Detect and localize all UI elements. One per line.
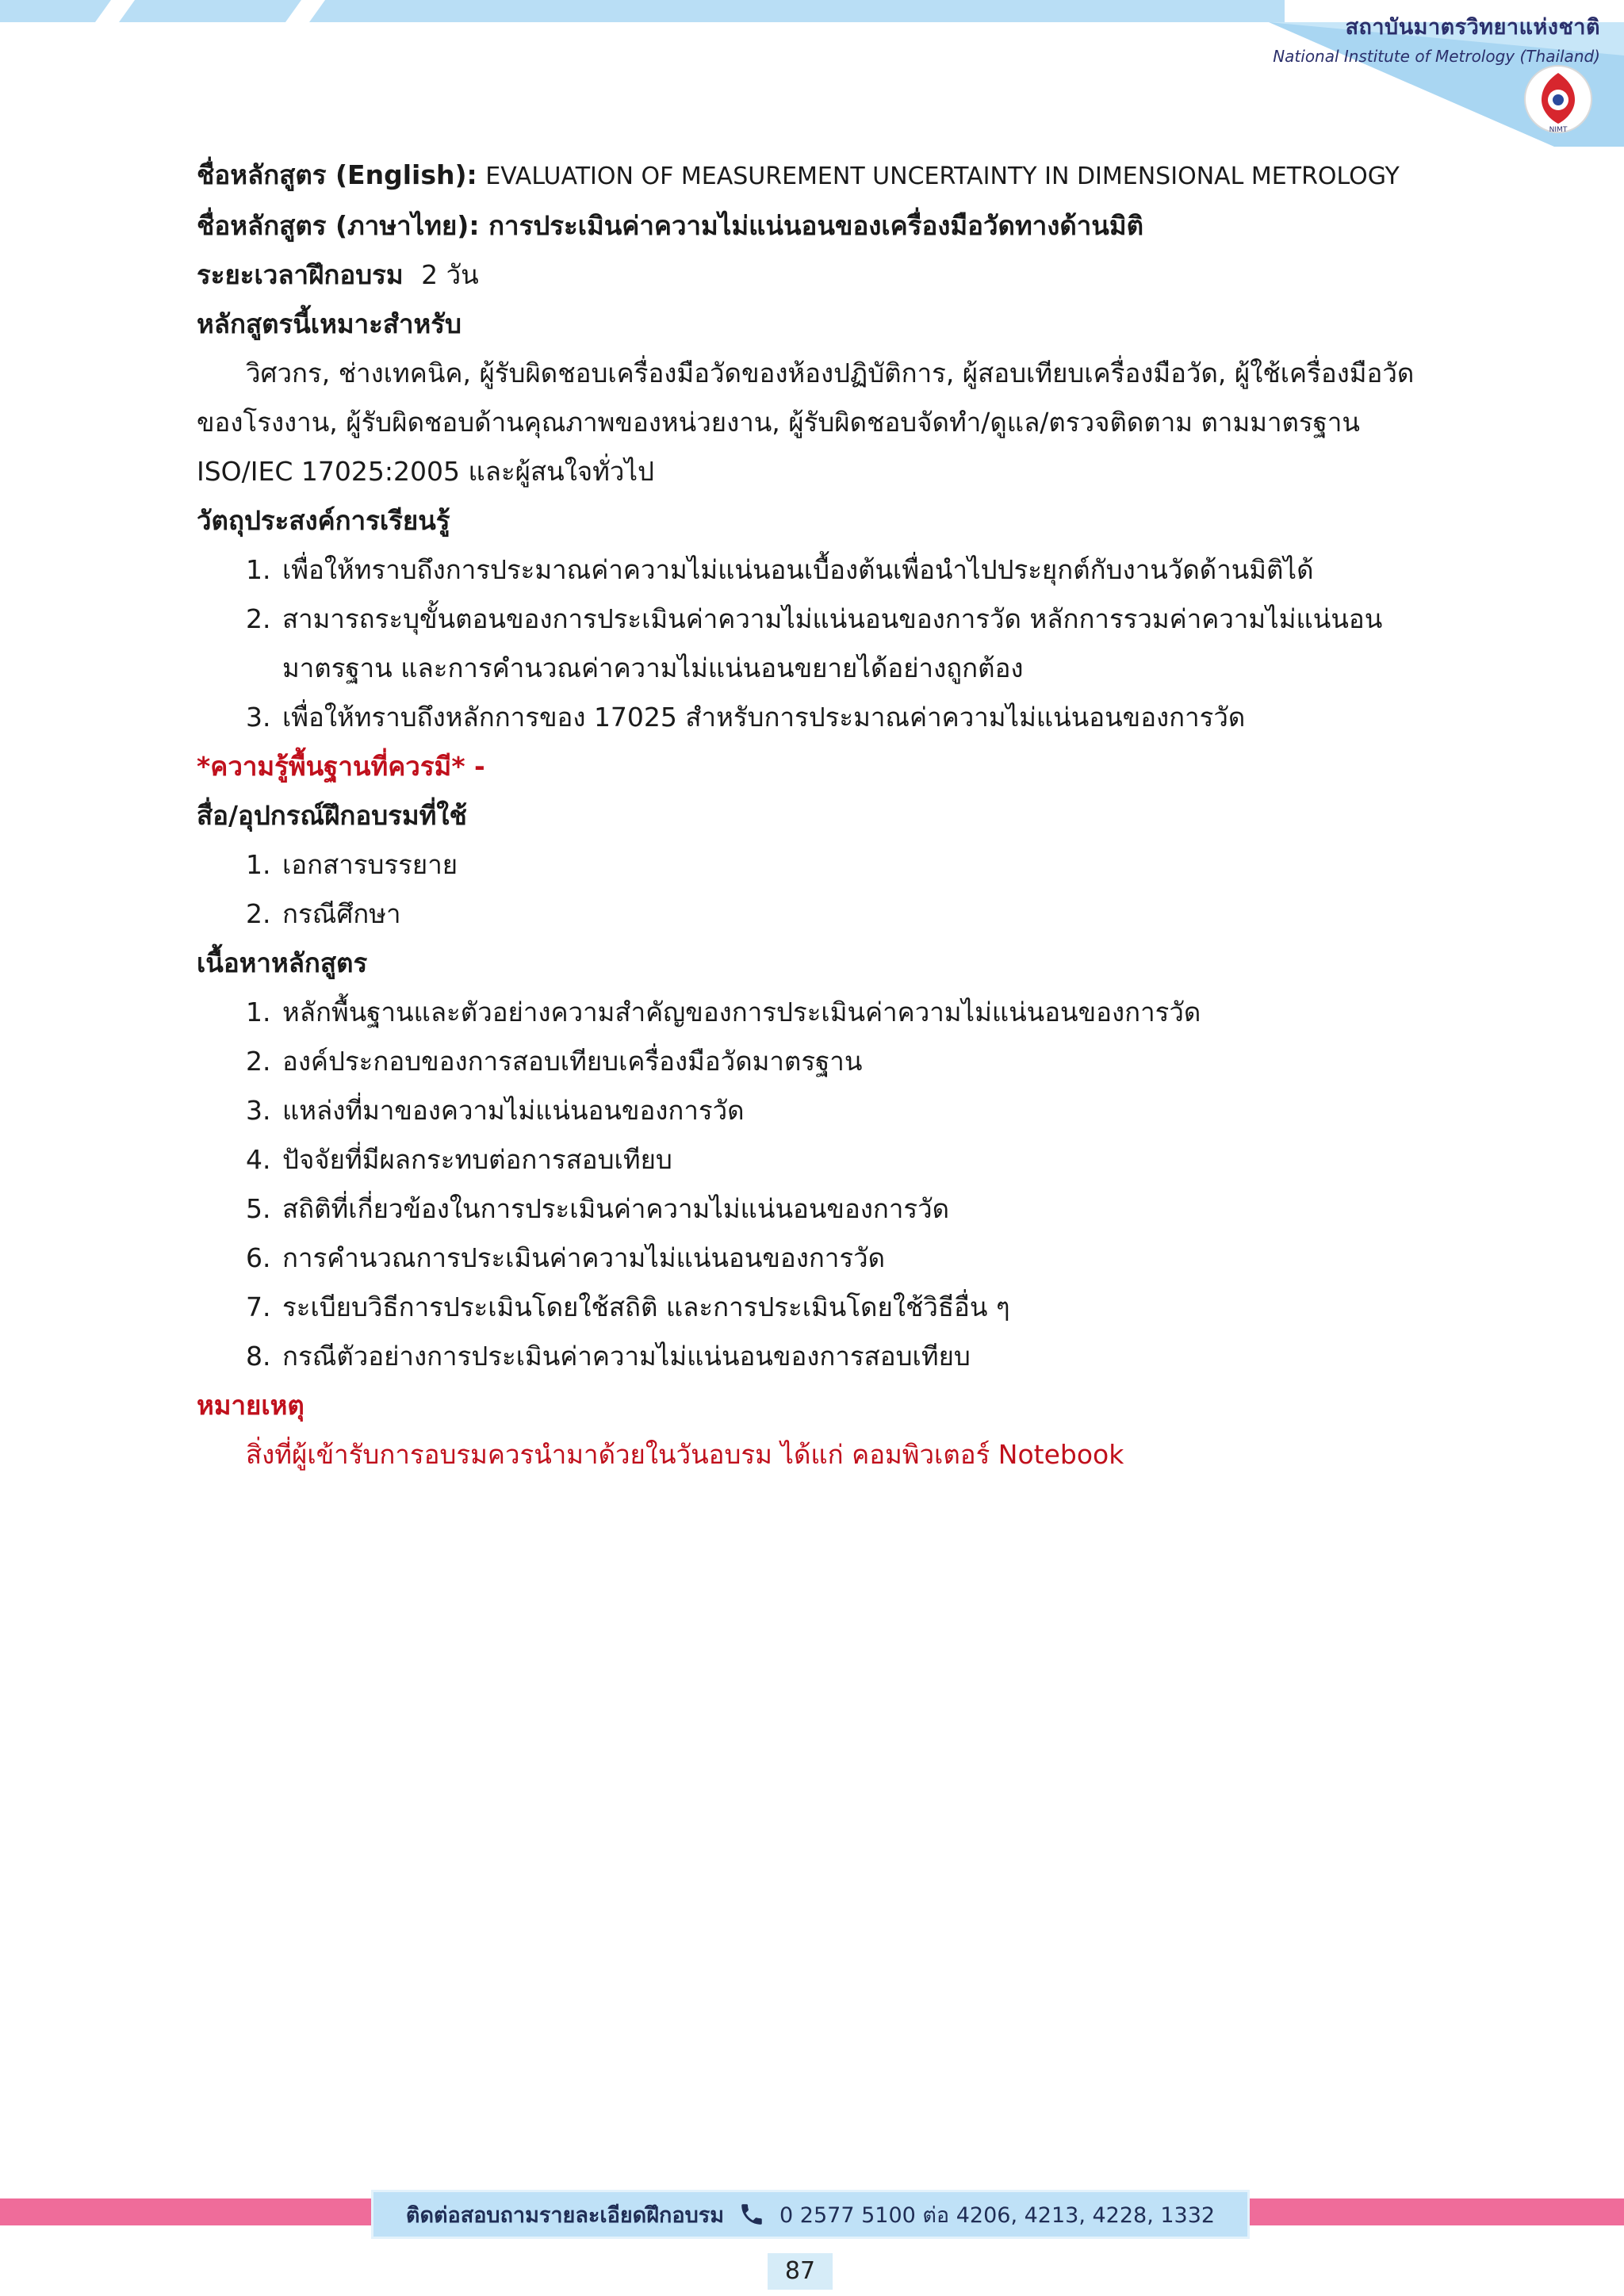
course-name-th: การประเมินค่าความไม่แน่นอนของเครื่องมือวัดทางด้านมิติ [488, 210, 1144, 241]
objectives-heading: วัตถุประสงค์การเรียนรู้ [197, 505, 450, 536]
course-details [197, 151, 1434, 1479]
course-name-en-label: ชื่อหลักสูตร (English): [197, 159, 477, 190]
list-item: 1. เอกสารบรรยาย [246, 849, 458, 880]
course-name-en: EVALUATION OF MEASUREMENT UNCERTAINTY IN DIMENSIONAL METROLOGY [485, 163, 1400, 190]
list-item: 2. สามารถระบุขั้นตอนของการประเมินค่าความไม่แน่นอนของการวัด หลักการรวมค่าความไม่แน่นอนมาตรฐาน และการคำนวณค่าความไม่แน่นอนขยายได้อย่างถูกต้อง [246, 603, 1383, 683]
list-item: 5. สถิติที่เกี่ยวข้องในการประเมินค่าความไม่แน่นอนของการวัด [246, 1193, 950, 1224]
list-item: 4. ปัจจัยที่มีผลกระทบต่อการสอบเทียบ [246, 1144, 672, 1175]
org-name-english: National Institute of Metrology (Thailand) [1273, 47, 1600, 66]
list-item: 7. ระเบียบวิธีการประเมินโดยใช้สถิติ และการประเมินโดยใช้วิธีอื่น ๆ [246, 1292, 1010, 1322]
audience-text: วิศวกร, ช่างเทคนิค, ผู้รับผิดชอบเครื่องมือวัดของห้องปฏิบัติการ, ผู้สอบเทียบเครื่องมือวัด, ผู้ใช้เครื่องมือวัดของโรงงาน, ผู้รับผิดชอบด้านคุณภาพของหน่วยงาน, ผู้รับผิดชอบจัดทำ/ดูแล/ตรวจติดตาม ตามมาตรฐาน ISO/IEC 17025:2005 และผู้สนใจทั่วไป [197, 358, 1415, 487]
note-text: สิ่งที่ผู้เข้ารับการอบรมควรนำมาด้วยในวันอบรม ได้แก่ คอมพิวเตอร์ Notebook [246, 1439, 1124, 1470]
list-item: 8. กรณีตัวอย่างการประเมินค่าความไม่แน่นอนของการสอบเทียบ [246, 1341, 971, 1372]
content-heading: เนื้อหาหลักสูตร [197, 947, 368, 978]
list-item: 6. การคำนวณการประเมินค่าความไม่แน่นอนของการวัด [246, 1242, 886, 1273]
contact-box [371, 2190, 1250, 2239]
list-item: 1. เพื่อให้ทราบถึงการประมาณค่าความไม่แน่นอนเบื้องต้นเพื่อนำไปประยุกต์กับงานวัดด้านมิติได้ [246, 554, 1314, 585]
list-item: 3. แหล่งที่มาของความไม่แน่นอนของการวัด [246, 1095, 745, 1126]
phone-icon [738, 2201, 765, 2228]
org-header [1273, 10, 1600, 66]
nimt-logo-icon [1522, 63, 1594, 135]
list-item: 2. กรณีศึกษา [246, 898, 401, 929]
list-item: 2. องค์ประกอบของการสอบเทียบเครื่องมือวัดมาตรฐาน [246, 1046, 863, 1077]
materials-list [197, 840, 1434, 939]
org-name-thai: สถาบันมาตรวิทยาแห่งชาติ [1345, 15, 1600, 40]
materials-heading: สื่อ/อุปกรณ์ฝึกอบรมที่ใช้ [197, 800, 467, 831]
logo-text: NIMT [1549, 126, 1568, 134]
course-name-th-row [197, 201, 1434, 251]
list-item: 1. หลักพื้นฐานและตัวอย่างความสำคัญของการประเมินค่าความไม่แน่นอนของการวัด [246, 997, 1201, 1027]
note-heading: หมายเหตุ [197, 1390, 304, 1421]
contents-list [197, 988, 1434, 1381]
course-name-th-label: ชื่อหลักสูตร (ภาษาไทย): [197, 210, 480, 241]
duration-label: ระยะเวลาฝึกอบรม [197, 259, 404, 290]
objectives-list [197, 545, 1434, 742]
prerequisite-heading: *ความรู้พื้นฐานที่ควรมี* - [197, 751, 485, 782]
duration-value: 2 วัน [421, 259, 479, 290]
duration-row [197, 251, 1434, 300]
course-name-en-row [197, 151, 1434, 201]
contact-phone: 0 2577 5100 ต่อ 4206, 4213, 4228, 1332 [779, 2202, 1216, 2228]
audience-heading: หลักสูตรนี้เหมาะสำหรับ [197, 308, 462, 339]
page-number: 87 [768, 2253, 833, 2290]
contact-label: ติดต่อสอบถามรายละเอียดฝึกอบรม [405, 2202, 725, 2228]
list-item: 3. เพื่อให้ทราบถึงหลักการของ 17025 สำหรับการประมาณค่าความไม่แน่นอนของการวัด [246, 702, 1246, 733]
